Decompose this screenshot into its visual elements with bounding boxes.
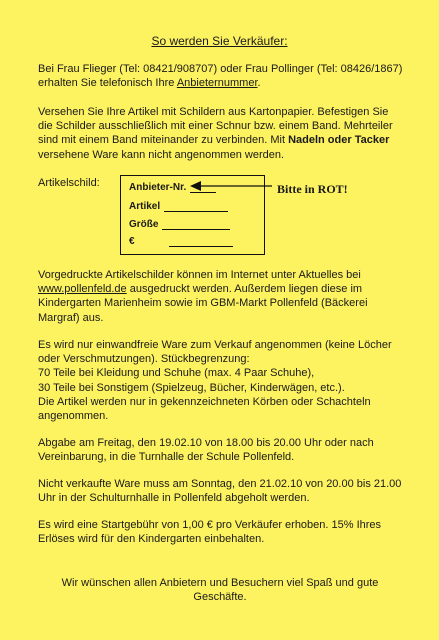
fee-paragraph: Es wird eine Startgebühr von 1,00 € pro Verkäufer erhoben. 15% Ihres Erlöses wird für den Kindergarten einbehalten. — [38, 519, 382, 546]
sign-label-article: Artikel — [129, 201, 161, 212]
sign-label-seller-number: Anbieter-Nr. — [129, 182, 187, 193]
sign-line — [162, 219, 230, 230]
page-title: So werden Sie Verkäufer: — [151, 34, 288, 48]
pickup-paragraph: Nicht verkaufte Ware muss am Sonntag, den 21.02.10 von 20.00 bis 21.00 Uhr in der Schulturnhalle in Pollenfeld abgeholt werden. — [38, 478, 402, 505]
acceptance-intro: Es wird nur einwandfreie Ware zum Verkauf angenommen (keine Löcher oder Verschmutzungen). Stückbegrenzung: — [38, 339, 392, 366]
needles-warning: Nadeln oder Tacker — [288, 134, 390, 147]
sign-row-price — [129, 236, 233, 247]
sign-label-size: Größe — [129, 219, 159, 230]
acceptance-paragraph — [38, 338, 403, 423]
red-ink-note: Bitte in ROT! — [277, 182, 348, 196]
preprinted-text: Vorgedruckte Artikelschilder können im Internet unter Aktuelles bei — [38, 269, 361, 281]
sign-label-price: € — [129, 236, 135, 247]
contact-text: Bei Frau Flieger (Tel: 08421/908707) oder Frau Pollinger (Tel: 08426/1867) erhalten Sie telefonisch Ihre — [38, 63, 403, 90]
contact-paragraph — [38, 62, 403, 90]
labels-text-end: versehene Ware kann nicht angenommen werden. — [38, 148, 285, 161]
limit-other: 30 Teile bei Sonstigem (Spielzeug, Bücher, Kinderwägen, etc.). — [38, 381, 345, 394]
website-link: www.pollenfeld.de — [38, 283, 127, 296]
contact-text-end: . — [257, 77, 261, 90]
labels-paragraph — [38, 105, 403, 162]
sign-line — [169, 236, 233, 247]
arrow-icon — [190, 179, 272, 193]
closing-paragraph: Wir wünschen allen Anbietern und Besuchern viel Spaß und gute Geschäfte. — [61, 577, 379, 604]
basket-rule: Die Artikel werden nur in gekennzeichneten Körben oder Schachteln angenommen. — [38, 395, 371, 423]
preprinted-paragraph — [38, 268, 403, 325]
preprinted-text-end: ausgedruckt werden. Außerdem liegen diese im Kindergarten Marienheim sowie im GBM-Markt Pollenfeld (Bäckerei Margraf) aus. — [38, 283, 368, 324]
limit-clothing: 70 Teile bei Kleidung und Schuhe (max. 4 Paar Schuhe), — [38, 367, 315, 380]
dropoff-paragraph: Abgabe am Freitag, den 19.02.10 von 18.00 bis 20.00 Uhr oder nach Vereinbarung, in die Turnhalle der Schule Pollenfeld. — [38, 437, 374, 464]
seller-number-link: Anbieternummer — [176, 77, 258, 90]
sign-line — [164, 201, 228, 212]
sign-caption: Artikelschild: — [38, 177, 100, 189]
sign-row-size — [129, 219, 230, 230]
labels-text: Versehen Sie Ihre Artikel mit Schildern aus Kartonpapier. Befestigen Sie die Schilder ausschließlich mit einer Schnur bzw. einem Band. Mehrteiler sind mit einem Band miteinander zu verbinden. Mit — [38, 106, 393, 147]
sign-row-article — [129, 201, 228, 212]
